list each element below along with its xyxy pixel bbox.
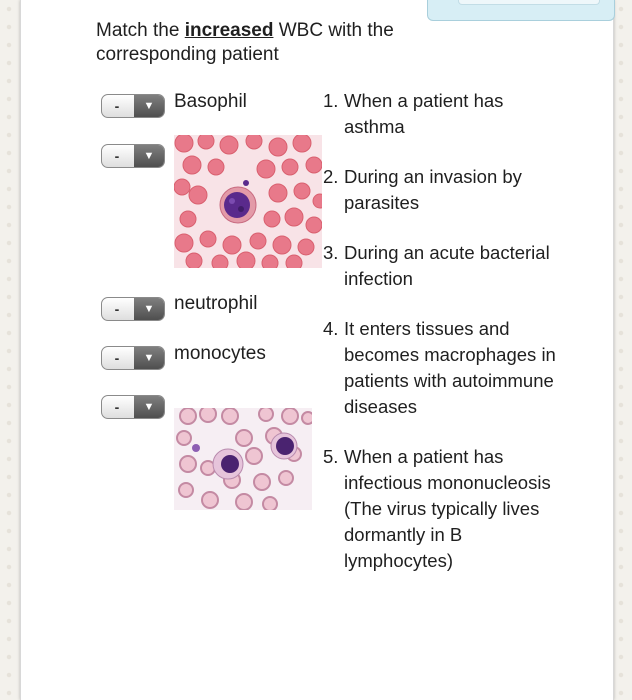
answer-number: 5. [323,446,339,467]
answer-number: 4. [323,318,339,339]
answer-number: 2. [323,166,339,187]
answer-text: During an acute bacterial infection [344,242,550,289]
select-value: - [114,350,120,366]
question-prompt [96,19,496,67]
answer-text: When a patient has infectious mononucleosis (The virus typically lives dormantly in B lymphocytes) [344,446,551,571]
dropdown-arrow-icon: ▼ [134,145,164,167]
match-select-image-1[interactable] [101,144,165,168]
dropdown-arrow-icon: ▼ [134,298,164,320]
prompt-text-before: Match the [96,20,185,41]
answer-item [323,240,563,292]
answer-number: 3. [323,242,339,263]
match-label-monocytes: monocytes [174,343,266,364]
answer-item [323,88,563,140]
answer-text: It enters tissues and becomes macrophages in patients with autoimmune diseases [344,318,556,417]
dropdown-arrow-icon: ▼ [134,396,164,418]
top-toolbar [427,0,615,21]
answer-list [323,88,563,598]
match-select-neutrophil[interactable] [101,297,165,321]
blood-smear-image-2 [174,408,312,510]
blood-smear-image-1 [174,135,322,268]
select-value: - [114,98,120,114]
answer-text: During an invasion by parasites [344,166,522,213]
match-label-neutrophil: neutrophil [174,293,258,314]
match-select-monocytes[interactable] [101,346,165,370]
question-card [20,0,614,700]
answer-item [323,164,563,216]
match-select-image-2[interactable] [101,395,165,419]
answer-number: 1. [323,90,339,111]
select-value: - [114,148,120,164]
answer-item [323,316,563,420]
answer-text: When a patient has asthma [344,90,504,137]
toolbar-tab[interactable] [458,0,600,5]
select-value: - [114,301,120,317]
match-label-basophil: Basophil [174,91,247,112]
match-select-basophil[interactable] [101,94,165,118]
prompt-text-after: WBC with the corresponding patient [96,20,394,65]
dropdown-arrow-icon: ▼ [134,347,164,369]
prompt-emphasis: increased [184,20,274,41]
select-value: - [114,399,120,415]
answer-item [323,444,563,574]
dropdown-arrow-icon: ▼ [134,95,164,117]
